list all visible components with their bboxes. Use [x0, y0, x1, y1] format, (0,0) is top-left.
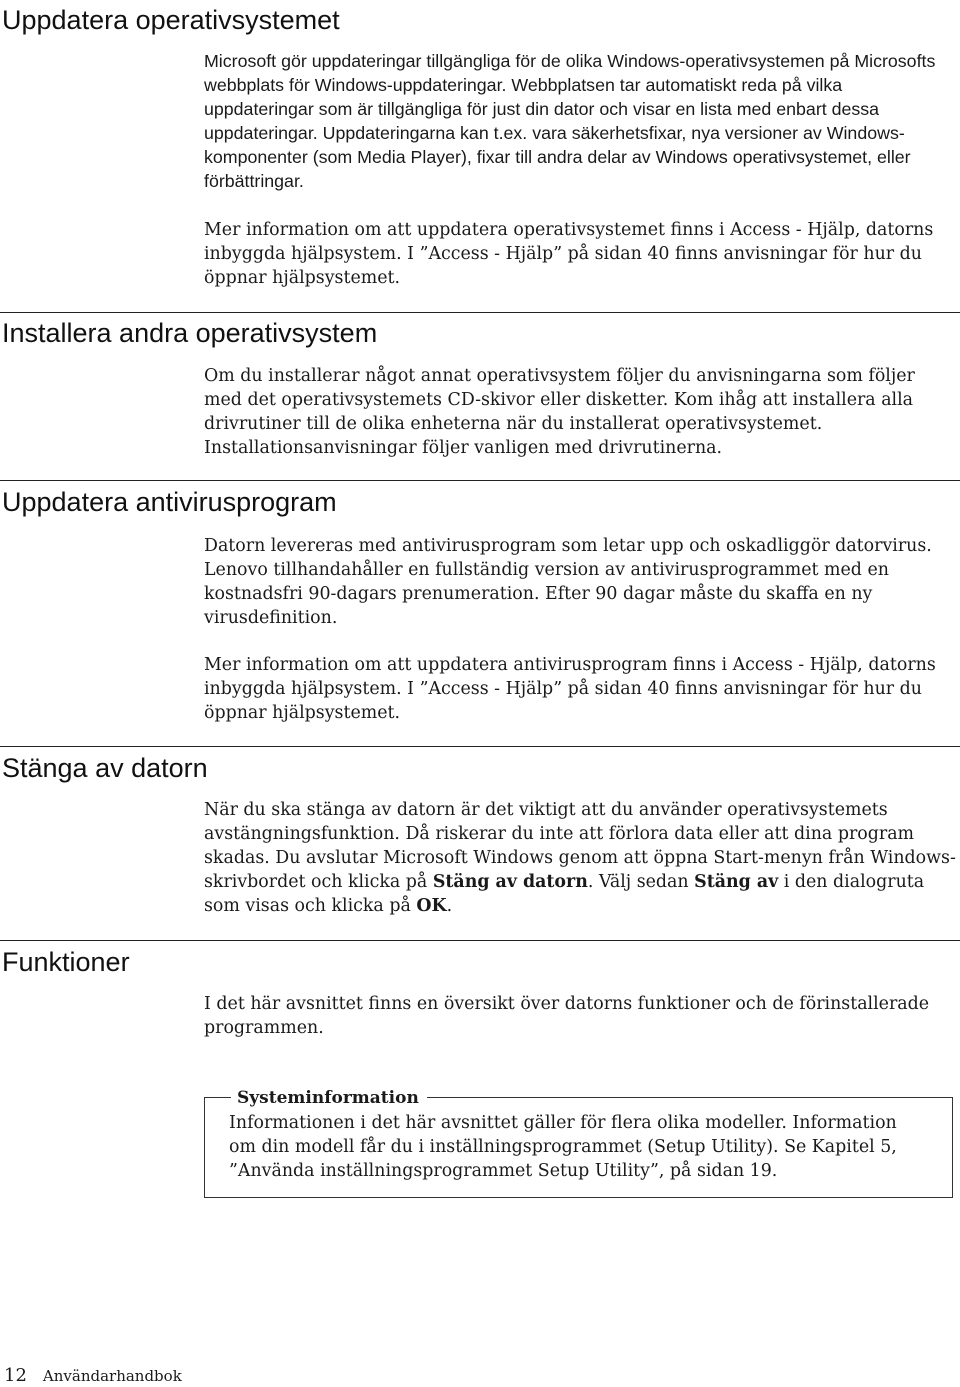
shutdown-text-4: .: [446, 896, 453, 916]
section-heading-features: Funktioner: [2, 947, 130, 977]
page-number: 12: [4, 1365, 27, 1386]
shutdown-bold-stang-av-datorn: Stäng av datorn: [432, 872, 588, 892]
section-heading-antivirus: Uppdatera antivirusprogram: [2, 487, 337, 517]
system-info-box: [204, 1088, 953, 1198]
section-heading-install-os: Installera andra operativsystem: [2, 318, 378, 348]
section-heading-shutdown: Stänga av datorn: [2, 753, 208, 783]
section-divider: [0, 480, 960, 481]
section-divider: [0, 940, 960, 941]
book-title: Användarhandbok: [42, 1367, 182, 1385]
shutdown-text-2: . Välj sedan: [587, 872, 695, 892]
install-os-paragraph-1: Om du installerar något annat operativsystem följer du anvisningarna som följer med det operativsystemets CD-skivor eller disketter. Kom ihåg att installera alla drivrutiner till de olika enheterna när du installerat operativsystemet. Installationsanvisningar följer vanligen med drivrutinerna.: [204, 366, 915, 458]
shutdown-bold-stang-av: Stäng av: [694, 872, 779, 892]
section-divider: [0, 746, 960, 747]
shutdown-paragraph-1: [204, 798, 956, 918]
shutdown-text-1: När du ska stänga av datorn är det viktigt att du använder operativsystemets avstängningsfunktion. Då riskerar du inte att förlora data eller att dina program skadas. Du avslutar Microsoft Windows genom att öppna Start-menyn från Windows-skrivbordet och klicka på: [204, 800, 956, 892]
shutdown-text-3: i den dialogruta som visas och klicka på: [204, 872, 925, 916]
system-info-text: Informationen i det här avsnittet gäller för flera olika modeller. Information om din modell får du i inställningsprogrammet (Setup Utility). Se Kapitel 5, ”Använda inställningsprogrammet Setup Utility”, på sidan 19.: [229, 1113, 897, 1181]
section-divider: [0, 312, 960, 313]
antivirus-paragraph-1: Datorn levereras med antivirusprogram som letar upp och oskadliggör datorvirus. Lenovo tillhandahåller en fullständig version av antivirusprogrammet med en kostnadsfri 90-dagars prenumeration. Efter 90 dagar måste du skaffa en ny virusdefinition.: [204, 536, 932, 628]
update-os-paragraph-1: Microsoft gör uppdateringar tillgängliga för de olika Windows-operativsystemen på Microsofts webbplats för Windows-uppdateringar. Webbplatsen tar automatiskt reda på vilka uppdateringar som är tillgängliga för just din dator och visar en lista med enbart dessa uppdateringar. Uppdateringarna kan t.ex. vara säkerhetsfixar, nya versioner av Windows-komponenter (som Media Player), fixar till andra delar av Windows operativsystemet, eller förbättringar.: [204, 51, 936, 191]
features-paragraph-1: I det här avsnittet finns en översikt över datorns funktioner och de förinstallerade programmen.: [204, 994, 930, 1038]
update-os-paragraph-2: Mer information om att uppdatera operativsystemet finns i Access - Hjälp, datorns inbyggda hjälpsystem. I ”Access - Hjälp” på sidan 40 finns anvisningar för hur du öppnar hjälpsystemet.: [204, 220, 934, 288]
system-info-title: Systeminformation: [231, 1087, 427, 1109]
shutdown-bold-ok: OK: [416, 896, 447, 916]
page-footer: [4, 1365, 182, 1387]
section-heading-update-os: Uppdatera operativsystemet: [2, 5, 340, 35]
antivirus-paragraph-2: Mer information om att uppdatera antivirusprogram finns i Access - Hjälp, datorns inbyggda hjälpsystem. I ”Access - Hjälp” på sidan 40 finns anvisningar för hur du öppnar hjälpsystemet.: [204, 655, 936, 723]
